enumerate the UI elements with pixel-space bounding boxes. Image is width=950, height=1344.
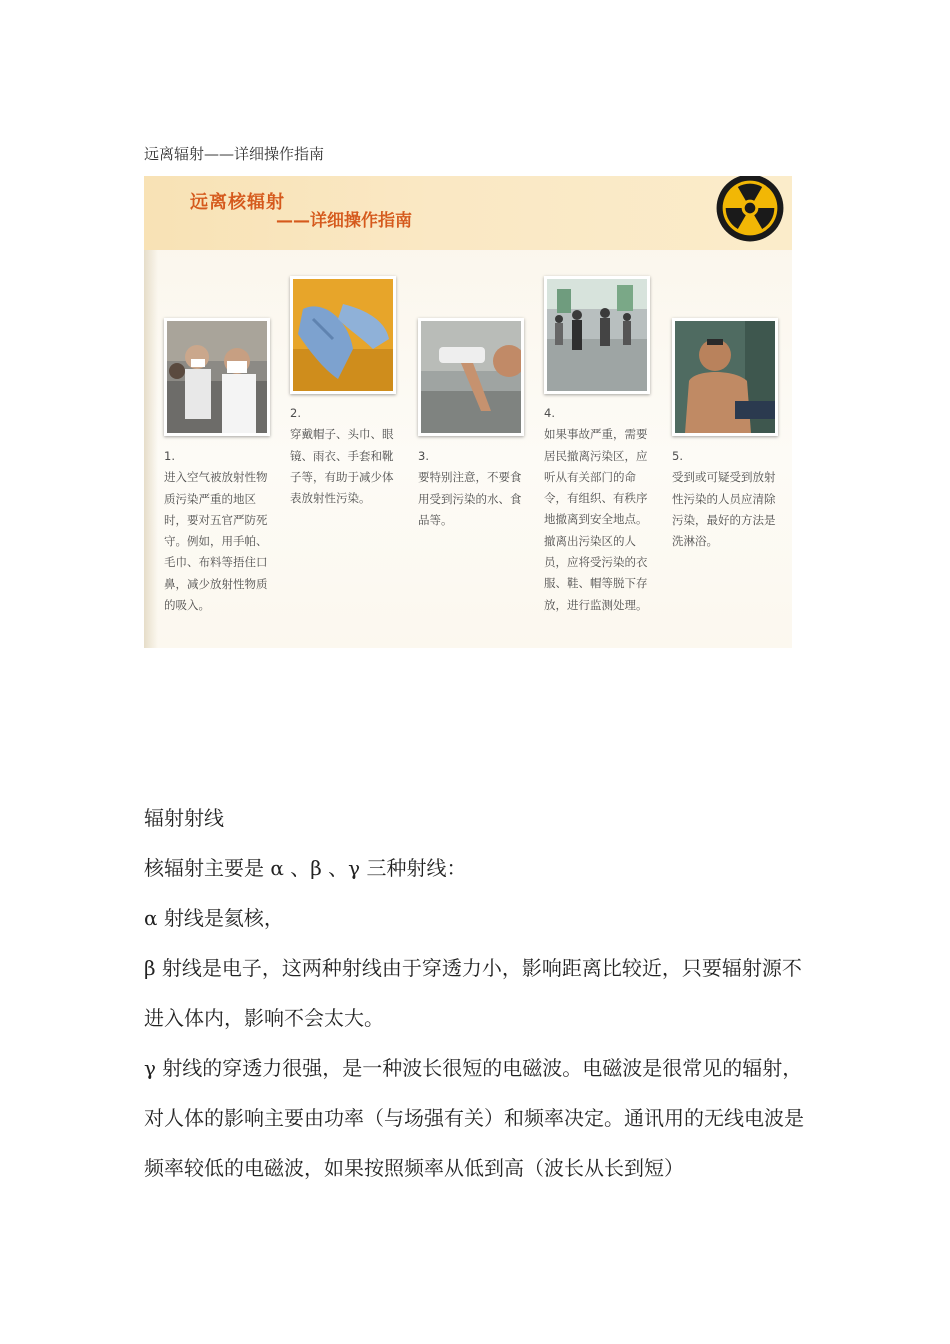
step-3-body: 要特别注意，不要食用受到污染的水、食品等。	[418, 470, 522, 527]
section-heading: 辐射射线	[144, 806, 224, 830]
infographic-subtitle: ——详细操作指南	[276, 211, 412, 231]
step-1-photo	[164, 318, 270, 436]
infographic-title: 远离核辐射	[190, 192, 285, 213]
step-2-text	[290, 403, 402, 509]
paragraph-beta: β 射线是电子，这两种射线由于穿透力小，影响距离比较近，只要辐射源不进入体内，影响不会太大。	[144, 956, 802, 1030]
step-2-body: 穿戴帽子、头巾、眼镜、雨衣、手套和靴子等，有助于减少体表放射性污染。	[290, 427, 394, 506]
step-1-text	[164, 446, 276, 616]
radiation-icon	[712, 176, 788, 246]
step-3-photo	[418, 318, 524, 436]
step-4-number: 4.	[544, 406, 555, 420]
paragraph-gamma: γ 射线的穿透力很强，是一种波长很短的电磁波。电磁波是很常见的辐射，对人体的影响主要由功率（与场强有关）和频率决定。通讯用的无线电波是频率较低的电磁波，如果按照频率从低到高（波长从长到短）	[144, 1056, 804, 1180]
infographic-banner	[144, 176, 792, 250]
radiation-guide-infographic	[144, 176, 792, 648]
step-5-body: 受到或可疑受到放射性污染的人员应清除污染，最好的方法是洗淋浴。	[672, 470, 776, 549]
step-3-text	[418, 446, 530, 531]
step-1-number: 1.	[164, 449, 175, 463]
step-5-text	[672, 446, 784, 552]
paragraph-alpha: α 射线是氦核，	[144, 906, 284, 930]
step-5-photo	[672, 318, 778, 436]
paragraph-ray-types: 核辐射主要是 α 、β 、γ 三种射线：	[144, 856, 467, 880]
step-2-number: 2.	[290, 406, 301, 420]
infographic-edge-shade	[144, 250, 158, 648]
step-4-photo	[544, 276, 650, 394]
step-4-body: 如果事故严重，需要居民撤离污染区，应听从有关部门的命令，有组织、有秩序地撤离到安全地点。撤离出污染区的人员，应将受污染的衣服、鞋、帽等脱下存放，进行监测处理。	[544, 427, 648, 612]
step-3-number: 3.	[418, 449, 429, 463]
document-caption: 远离辐射——详细操作指南	[144, 145, 325, 163]
step-1-body: 进入空气被放射性物质污染严重的地区时，要对五官严防死守。例如，用手帕、毛巾、布料等捂住口鼻，减少放射性物质的吸入。	[164, 470, 268, 613]
step-4-text	[544, 403, 656, 616]
step-5-number: 5.	[672, 449, 683, 463]
step-2-photo	[290, 276, 396, 394]
